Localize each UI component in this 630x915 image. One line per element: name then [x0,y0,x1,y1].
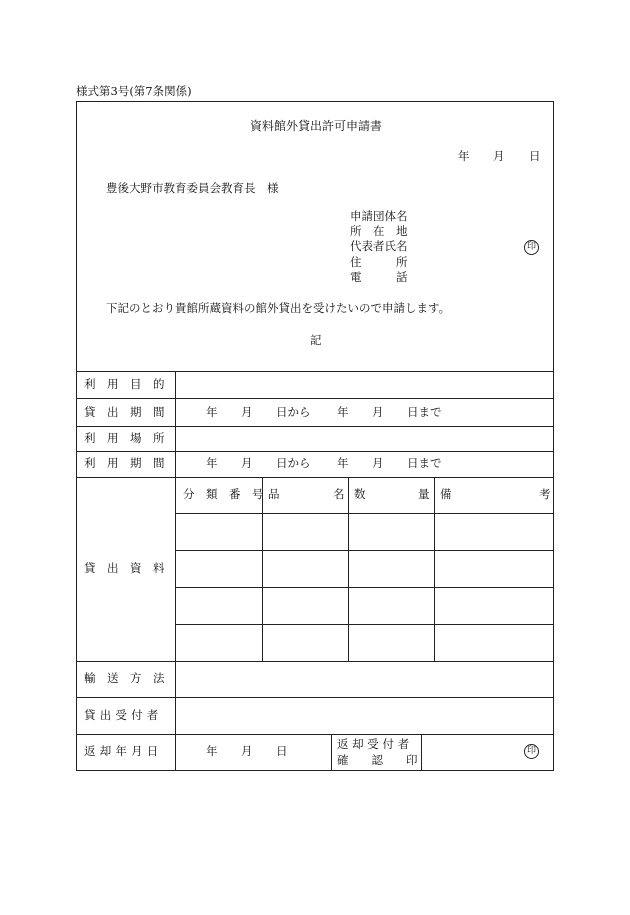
form-number: 様式第3号(第7条関係) [76,84,192,98]
use-start-year: 年 [206,456,218,470]
receiver-field[interactable] [176,698,553,734]
seal-mark-return: 印 [524,744,539,759]
loan-period-label: 貸 出 期 間 [84,405,165,419]
loan-end-year: 年 [337,405,349,419]
seal-mark-representative: 印 [524,240,539,255]
date-month: 月 [493,149,505,163]
use-end-month: 月 [372,456,384,470]
request-statement: 下記のとおり貴館所蔵資料の館外貸出を受けたいので申請します。 [106,301,451,315]
loan-end-day: 日まで [407,405,442,419]
return-day: 日 [276,744,288,758]
use-place-label: 利 用 場 所 [84,431,165,445]
loan-start-month: 月 [241,405,253,419]
use-place-field[interactable] [176,427,553,451]
addressee: 豊後大野市教育委員会教育長 様 [106,181,279,195]
ki-label: 記 [310,333,322,347]
loan-end-month: 月 [372,405,384,419]
applicant-location-label: 所 在 地 [350,224,408,238]
return-month: 月 [241,744,253,758]
return-receiver-label: 返 却 受 付 者 [337,737,410,751]
use-end-day: 日まで [407,456,442,470]
applicant-org-label: 申請団体名 [350,209,408,223]
header-name: 名 [333,487,345,501]
use-end-year: 年 [337,456,349,470]
purpose-field[interactable] [176,372,553,398]
phone-label: 電 話 [350,270,408,284]
use-period-label: 利 用 期 間 [84,456,165,470]
loan-start-day: 日から [276,405,311,419]
header-classification-number: 分 類 番 号 [183,487,264,501]
representative-name-label: 代表者氏名 [350,239,408,253]
header-quantity-2: 量 [418,487,430,501]
receiver-label: 貸出受付者 [84,708,163,722]
transport-label: 輸 送 方 法 [84,671,165,685]
confirm-seal-label: 確 認 印 [337,753,418,767]
purpose-label: 利 用 目 的 [84,377,165,391]
address-label: 住 所 [350,255,408,269]
header-remarks-1: 備 [440,487,452,501]
transport-field[interactable] [176,662,553,697]
return-year: 年 [206,744,218,758]
header-quantity-1: 数 [354,487,366,501]
use-start-month: 月 [241,456,253,470]
use-start-day: 日から [276,456,311,470]
return-date-label: 返却年月日 [84,744,163,758]
date-day: 日 [529,149,541,163]
header-item: 品 [268,487,280,501]
form-title: 資料館外貸出許可申請書 [250,119,383,133]
loan-start-year: 年 [206,405,218,419]
header-remarks-2: 考 [539,487,551,501]
materials-label: 貸 出 資 料 [84,561,165,575]
date-year: 年 [458,149,470,163]
